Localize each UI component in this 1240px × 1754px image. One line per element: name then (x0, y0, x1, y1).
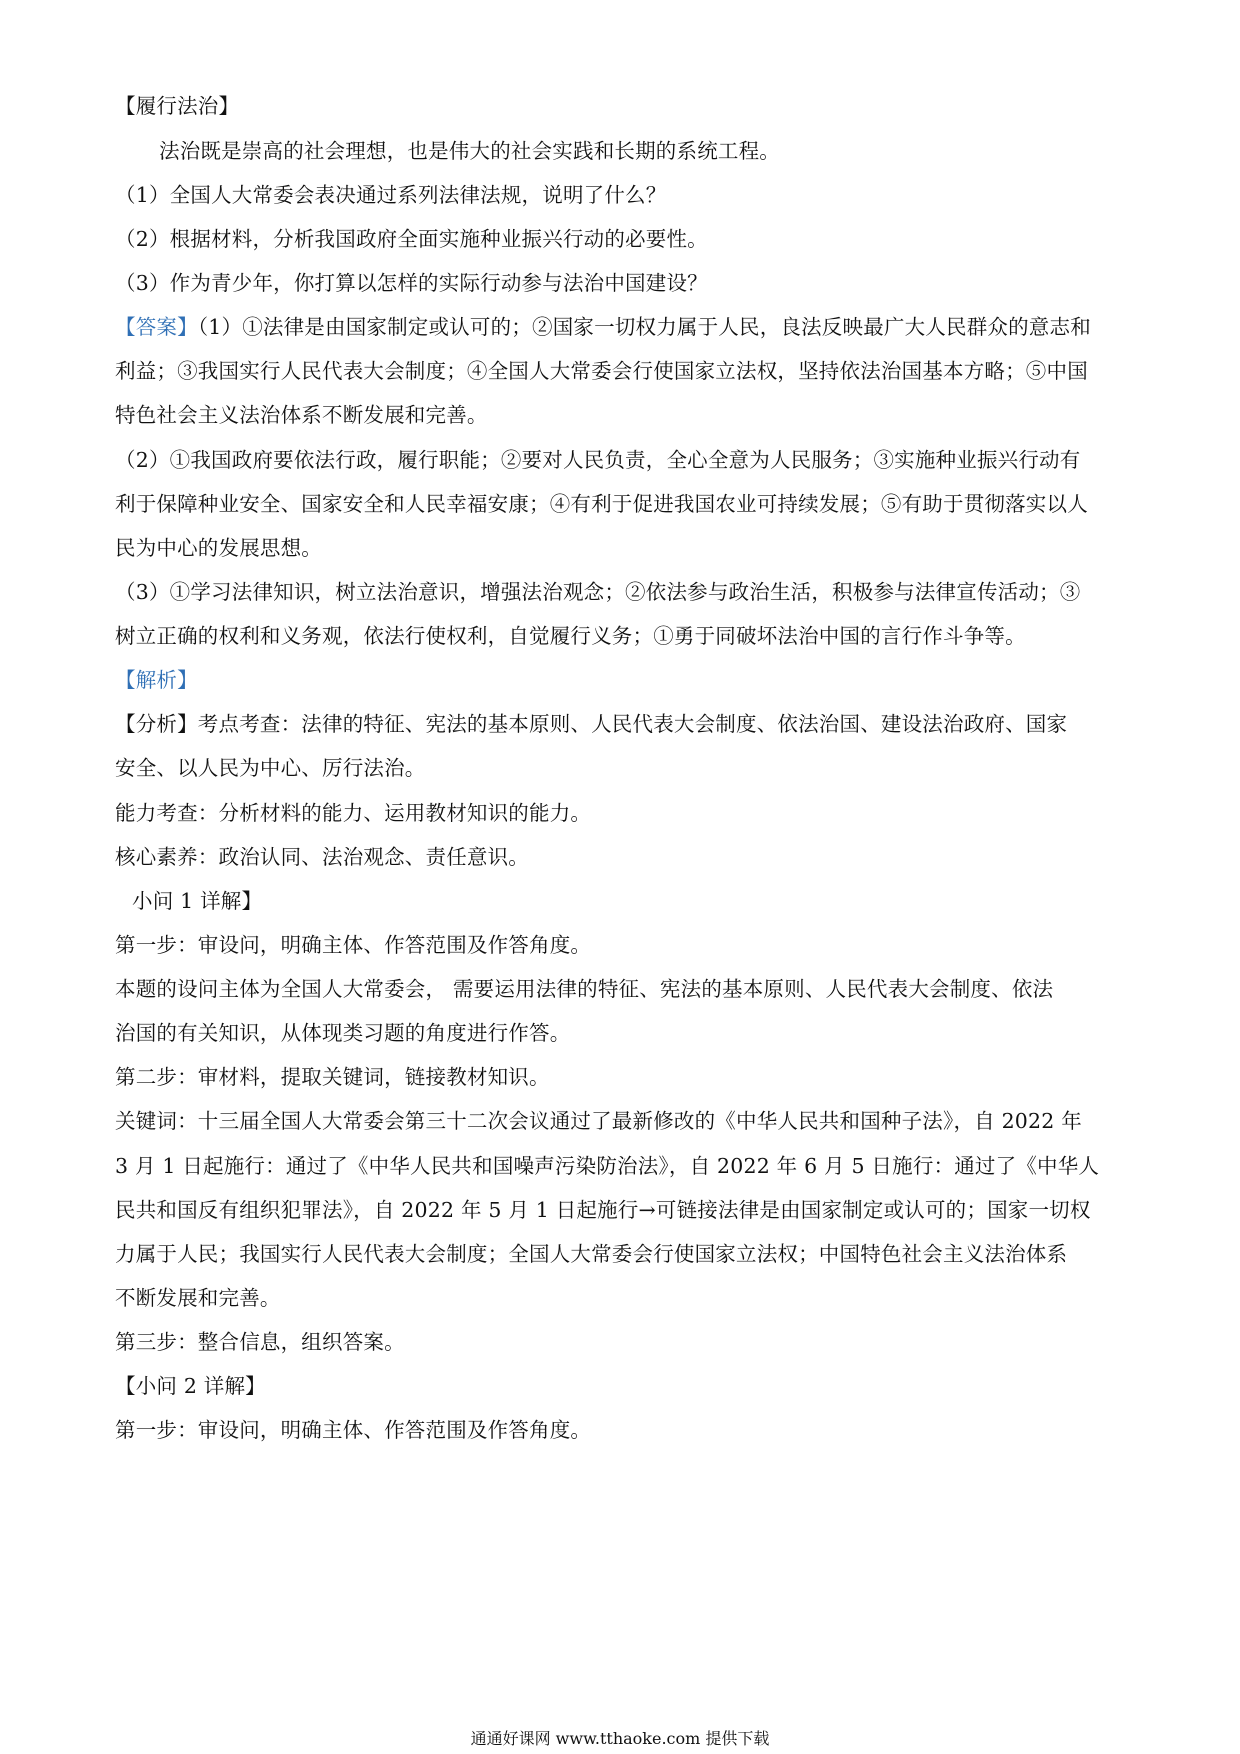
analysis-line-3: 能力考查：分析材料的能力、运用教材知识的能力。 (115, 801, 592, 825)
answer-line-5: 利于保障种业安全、国家安全和人民幸福安康；④有利于促进我国农业可持续发展；⑤有助于贯彻落实以人 (115, 492, 1088, 516)
analysis-line-2: 安全、以人民为中心、厉行法治。 (115, 756, 426, 780)
footer-watermark: 通通好课网 www.tthaoke.com 提供下载 (470, 1729, 770, 1748)
question-3: （3）作为青少年，你打算以怎样的实际行动参与法治中国建设？ (115, 271, 708, 295)
material-text: 法治既是崇高的社会理想，也是伟大的社会实践和长期的系统工程。 (159, 139, 780, 163)
analysis-line-4: 核心素养：政治认同、法治观念、责任意识。 (115, 845, 529, 869)
analysis-line-7: 本题的设问主体为全国人大常委会， 需要运用法律的特征、宪法的基本原则、人民代表大会制度、依法 (115, 977, 1054, 1001)
question-2: （2）根据材料，分析我国政府全面实施种业振兴行动的必要性。 (115, 227, 708, 251)
answer-line-1-text: （1）①法律是由国家制定或认可的；②国家一切权力属于人民，良法反映最广大人民群众的意志和 (197, 315, 1091, 339)
analysis-line-14: 不断发展和完善。 (115, 1286, 281, 1310)
analysis-line-15: 第三步：整合信息，组织答案。 (115, 1330, 405, 1354)
answer-tag: 【答案】 (115, 315, 198, 339)
analysis-line-13: 力属于人民；我国实行人民代表大会制度；全国人大常委会行使国家立法权；中国特色社会主义法治体系 (115, 1242, 1068, 1266)
analysis-line-1: 【分析】考点考查：法律的特征、宪法的基本原则、人民代表大会制度、依法治国、建设法治政府、国家 (115, 712, 1068, 736)
answer-line-3: 特色社会主义法治体系不断发展和完善。 (115, 403, 488, 427)
analysis-line-12: 民共和国反有组织犯罪法》，自 2022 年 5 月 1 日起施行→可链接法律是由国家制定或认可的；国家一切权 (115, 1198, 1091, 1222)
question-1: （1）全国人大常委会表决通过系列法律法规，说明了什么？ (115, 183, 667, 207)
analysis-line-10: 关键词：十三届全国人大常委会第三十二次会议通过了最新修改的《中华人民共和国种子法》，自 2022 年 (115, 1109, 1082, 1133)
answer-line-7: （3）①学习法律知识，树立法治意识，增强法治观念；②依法参与政治生活，积极参与法律宣传活动；③ (115, 580, 1081, 604)
answer-line-8: 树立正确的权利和义务观，依法行使权利，自觉履行义务；①勇于同破坏法治中国的言行作斗争等。 (115, 624, 1026, 648)
analysis-tag: 【解析】 (115, 668, 198, 692)
answer-line-4: （2）①我国政府要依法行政，履行职能；②要对人民负责，全心全意为人民服务；③实施种业振兴行动有 (115, 448, 1081, 472)
analysis-line-11: 3 月 1 日起施行：通过了《中华人民共和国噪声污染防治法》，自 2022 年 6 月 5 日施行：通过了《中华人 (115, 1154, 1100, 1178)
analysis-line-16: 【小问 2 详解】 (115, 1374, 266, 1398)
analysis-line-5: 小问 1 详解】 (132, 889, 263, 913)
analysis-line-8: 治国的有关知识，从体现类习题的角度进行作答。 (115, 1021, 571, 1045)
analysis-line-17: 第一步：审设问，明确主体、作答范围及作答角度。 (115, 1418, 592, 1442)
answer-line-1 (115, 313, 1135, 341)
section-title: 【履行法治】 (115, 94, 240, 118)
answer-line-2: 利益；③我国实行人民代表大会制度；④全国人大常委会行使国家立法权，坚持依法治国基本方略；⑤中国 (115, 359, 1088, 383)
analysis-line-9: 第二步：审材料，提取关键词，链接教材知识。 (115, 1065, 550, 1089)
answer-line-6: 民为中心的发展思想。 (115, 536, 322, 560)
analysis-line-6: 第一步：审设问，明确主体、作答范围及作答角度。 (115, 933, 592, 957)
